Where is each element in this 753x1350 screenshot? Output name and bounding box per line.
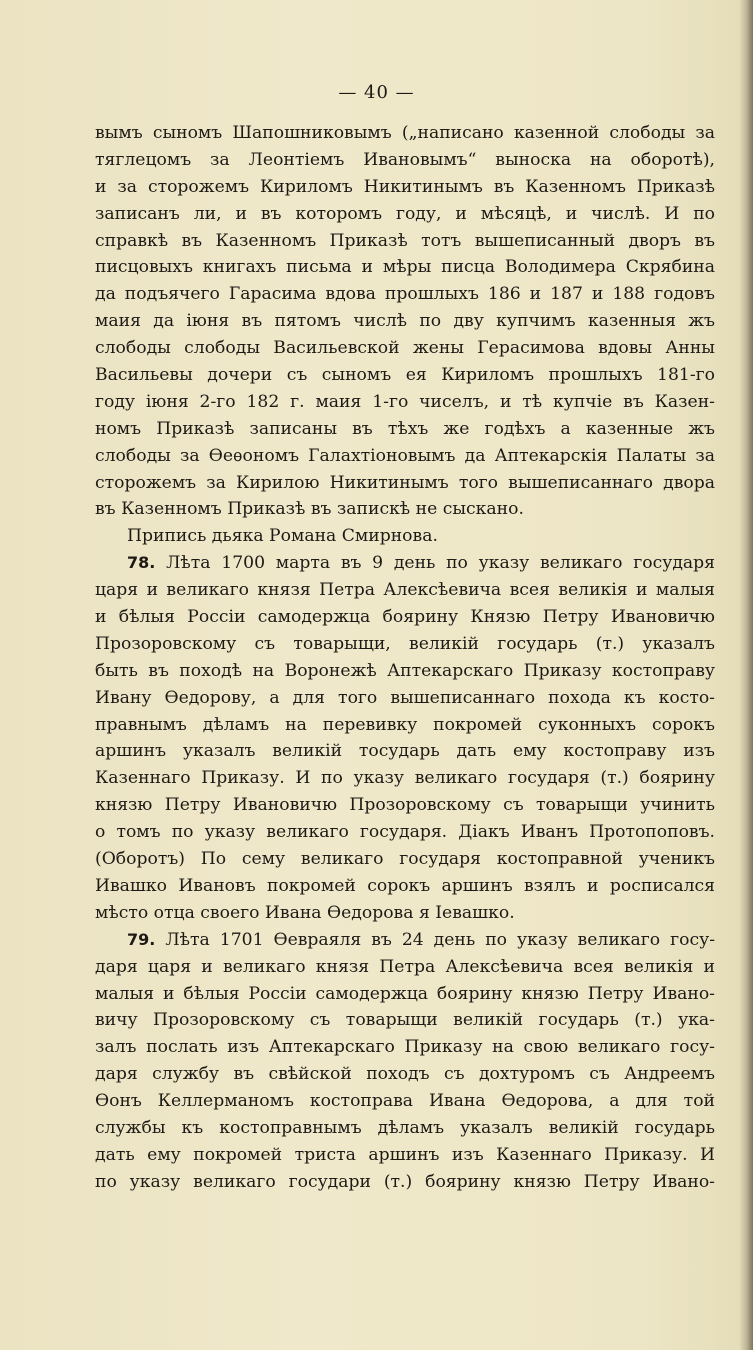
text-line: мѣсто отца своего Ивана Ѳедорова я Іевашко. <box>95 902 515 923</box>
text-line: и бѣлыя Россіи самодержца боярину Князю Петру Ивановичю <box>95 607 715 628</box>
text-line: вичу Прозоровскому съ товарыщи великій государь (т.) ука- <box>95 1010 715 1031</box>
text-line: быть въ походѣ на Воронежѣ Аптекарскаго Приказу костоправу <box>95 660 715 681</box>
text-line: Ивану Ѳедорову, а для того вышеписаннаго похода къ косто- <box>95 687 715 708</box>
text-line: малыя и бѣлыя Россіи самодержца боярину князю Петру Ивано- <box>95 983 715 1004</box>
text-line: году іюня 2-го 182 г. маия 1-го чиселъ, и тѣ купчіе въ Казен- <box>95 391 715 412</box>
text-line: о томъ по указу великаго государя. Діакъ Иванъ Протопоповъ. <box>95 822 715 843</box>
text-line: слободы за Ѳеѳономъ Галахтіоновымъ да Аптекарскія Палаты за <box>95 445 715 466</box>
text-line: сторожемъ за Кирилою Никитинымъ того вышеписаннаго двора <box>95 472 715 493</box>
text-line: номъ Приказѣ записаны въ тѣхъ же годѣхъ а казенные жъ <box>95 418 715 439</box>
text-line: службы къ костоправнымъ дѣламъ указалъ великій государь <box>95 1117 715 1138</box>
text-block <box>95 120 715 1196</box>
entry-first-line <box>95 927 715 954</box>
signature-line: Припись дьяка Романа Смирнова. <box>127 526 438 547</box>
entry-first-line-text: Лѣта 1701 Ѳевраяля въ 24 день по указу великаго госу- <box>165 929 715 950</box>
entry-number: 78. <box>127 553 156 573</box>
text-line: аршинъ указалъ великій тосударь дать ему костоправу изъ <box>95 741 715 762</box>
entry-79 <box>95 927 715 1196</box>
entry-first-line-text: Лѣта 1700 марта въ 9 день по указу великаго государя <box>166 553 715 574</box>
text-line: залъ послать изъ Аптекарскаго Приказу на свою великаго госу- <box>95 1037 715 1058</box>
paragraph-continuation <box>95 120 715 523</box>
text-line: записанъ ли, и въ которомъ году, и мѣсяцѣ, и числѣ. И по <box>95 203 715 224</box>
text-line: даря царя и великаго князя Петра Алексѣевича всея великія и <box>95 956 715 977</box>
page-number: — 40 — <box>338 82 415 103</box>
text-line: даря службу въ свѣйской походъ съ дохтуромъ съ Андреемъ <box>95 1064 715 1085</box>
text-line: правнымъ дѣламъ на перевивку покромей суконныхъ сорокъ <box>95 714 715 735</box>
text-line: да подъячего Гарасима вдова прошлыхъ 186 и 187 и 188 годовъ <box>95 284 715 305</box>
entry-78 <box>95 550 715 926</box>
text-line: дать ему покромей триста аршинъ изъ Казеннаго Приказу. И <box>95 1144 715 1165</box>
text-line: маия да іюня въ пятомъ числѣ по дву купчимъ казенныя жъ <box>95 311 715 332</box>
text-line: Васильевы дочери съ сыномъ ея Кириломъ прошлыхъ 181-го <box>95 365 715 386</box>
text-line: (Оборотъ) По сему великаго государя костоправной ученикъ <box>95 849 715 870</box>
text-line: Ѳонъ Келлерманомъ костоправа Ивана Ѳедорова, а для той <box>95 1091 715 1112</box>
text-line: князю Петру Ивановичю Прозоровскому съ товарыщи учинить <box>95 795 715 816</box>
text-line: слободы слободы Васильевской жены Герасимова вдовы Анны <box>95 338 715 359</box>
entry-number: 79. <box>127 929 156 949</box>
text-line: писцовыхъ книгахъ письма и мѣры писца Володимера Скрябина <box>95 257 715 278</box>
text-line: по указу великаго государи (т.) боярину князю Петру Ивано- <box>95 1171 715 1192</box>
text-line: Прозоровскому съ товарыщи, великій государь (т.) указалъ <box>95 633 715 654</box>
text-line: вымъ сыномъ Шапошниковымъ („написано казенной слободы за <box>95 123 715 143</box>
text-line: и за сторожемъ Кириломъ Никитинымъ въ Казенномъ Приказѣ <box>95 176 715 197</box>
text-line: справкѣ въ Казенномъ Приказѣ тотъ вышеписанный дворъ въ <box>95 230 715 251</box>
entry-first-line <box>95 550 715 577</box>
page-edge-shadow <box>739 0 753 1350</box>
text-line: въ Казенномъ Приказѣ въ запискѣ не сыскано. <box>95 499 524 520</box>
text-line: Казеннаго Приказу. И по указу великаго государя (т.) боярину <box>95 768 715 789</box>
text-line: царя и великаго князя Петра Алексѣевича всея великія и малыя <box>95 580 715 601</box>
text-line: Ивашко Ивановъ покромей сорокъ аршинъ взялъ и росписался <box>95 875 715 896</box>
text-line: тяглецомъ за Леонтіемъ Ивановымъ“ выноска на оборотѣ), <box>95 149 715 170</box>
